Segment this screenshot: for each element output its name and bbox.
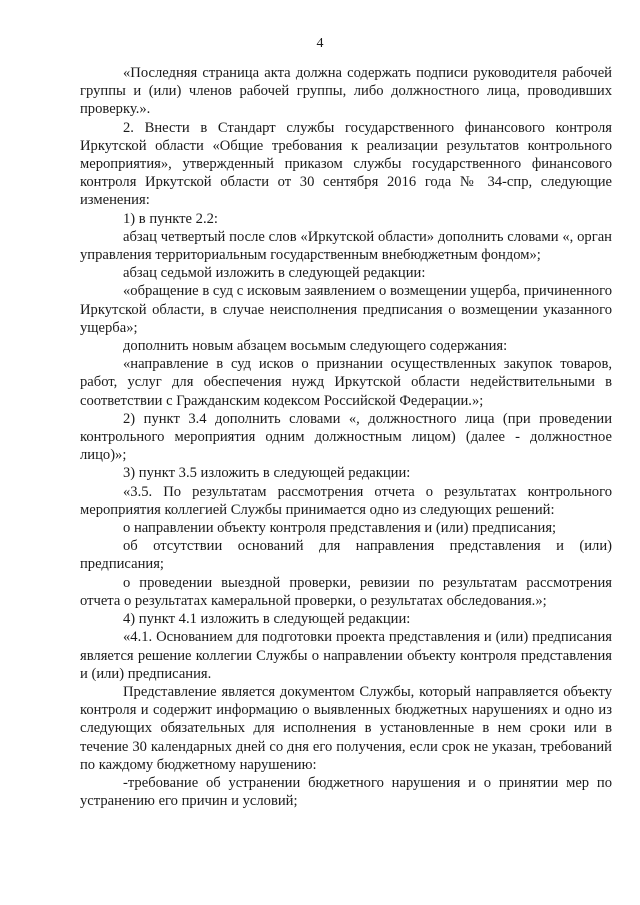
paragraph: абзац седьмой изложить в следующей редакции: — [123, 265, 426, 282]
paragraph: дополнить новым абзацем восьмым следующего содержания: — [123, 338, 508, 355]
document-body — [80, 64, 612, 810]
paragraph: о направлении объекту контроля представления и (или) предписания; — [123, 520, 557, 537]
paragraph: абзац четвертый после слов «Иркутской области» дополнить словами «, орган управления территориальным государственным внебюджетным фондом»; — [80, 228, 612, 264]
page-number: 4 — [316, 36, 324, 51]
paragraph: «4.1. Основанием для подготовки проекта представления и (или) предписания является решение коллегии Службы о направлении объекту контроля представления и (или) предписания. — [80, 629, 612, 682]
paragraph: «Последняя страница акта должна содержать подписи руководителя рабочей группы и (или) членов рабочей группы, либо должностного лица, проводивших проверку.». — [80, 65, 612, 118]
paragraph: -требование об устранении бюджетного нарушения и о принятии мер по устранению его причин и условий; — [80, 774, 612, 810]
paragraph: «направление в суд исков о признании осуществленных закупок товаров, работ, услуг для обеспечения нужд Иркутской области недействительными в соответствии с Гражданским кодексом Российской Федерации.»; — [80, 356, 612, 409]
paragraph: «обращение в суд с исковым заявлением о возмещении ущерба, причиненного Иркутской области, в случае неисполнения предписания о возмещении указанного ущерба»; — [80, 283, 612, 336]
paragraph: 4) пункт 4.1 изложить в следующей редакции: — [123, 611, 411, 628]
paragraph: 1) в пункте 2.2: — [123, 210, 218, 227]
paragraph: 2) пункт 3.4 дополнить словами «, должностного лица (при проведении контрольного мероприятия одним должностным лицом) (далее - должностное лицо)»; — [80, 410, 612, 464]
paragraph: Представление является документом Службы, который направляется объекту контроля и содержит информацию о выявленных бюджетных нарушениях и одно из следующих обязательных для исполнения в установленные в нем сроки или в течение 30 календарных дней со дня его получения, если срок не указан, требований по каждому бюджетному нарушению: — [80, 683, 612, 773]
paragraph: 2. Внести в Стандарт службы государственного финансового контроля Иркутской области «Общие требования к реализации результатов контрольного мероприятия», утвержденный приказом службы государственного финансового контроля Иркутской области от 30 сентября 2016 года № 34-спр, следующие изменения: — [80, 119, 612, 209]
paragraph: о проведении выездной проверки, ревизии по результатам рассмотрения отчета о результатах камеральной проверки, о результатах обследования.»; — [80, 574, 612, 609]
paragraph: 3) пункт 3.5 изложить в следующей редакции: — [123, 465, 411, 482]
paragraph: об отсутствии оснований для направления представления и (или) предписания; — [80, 538, 612, 573]
paragraph: «3.5. По результатам рассмотрения отчета о результатах контрольного мероприятия коллегией Службы принимается одно из следующих решений: — [80, 483, 612, 518]
